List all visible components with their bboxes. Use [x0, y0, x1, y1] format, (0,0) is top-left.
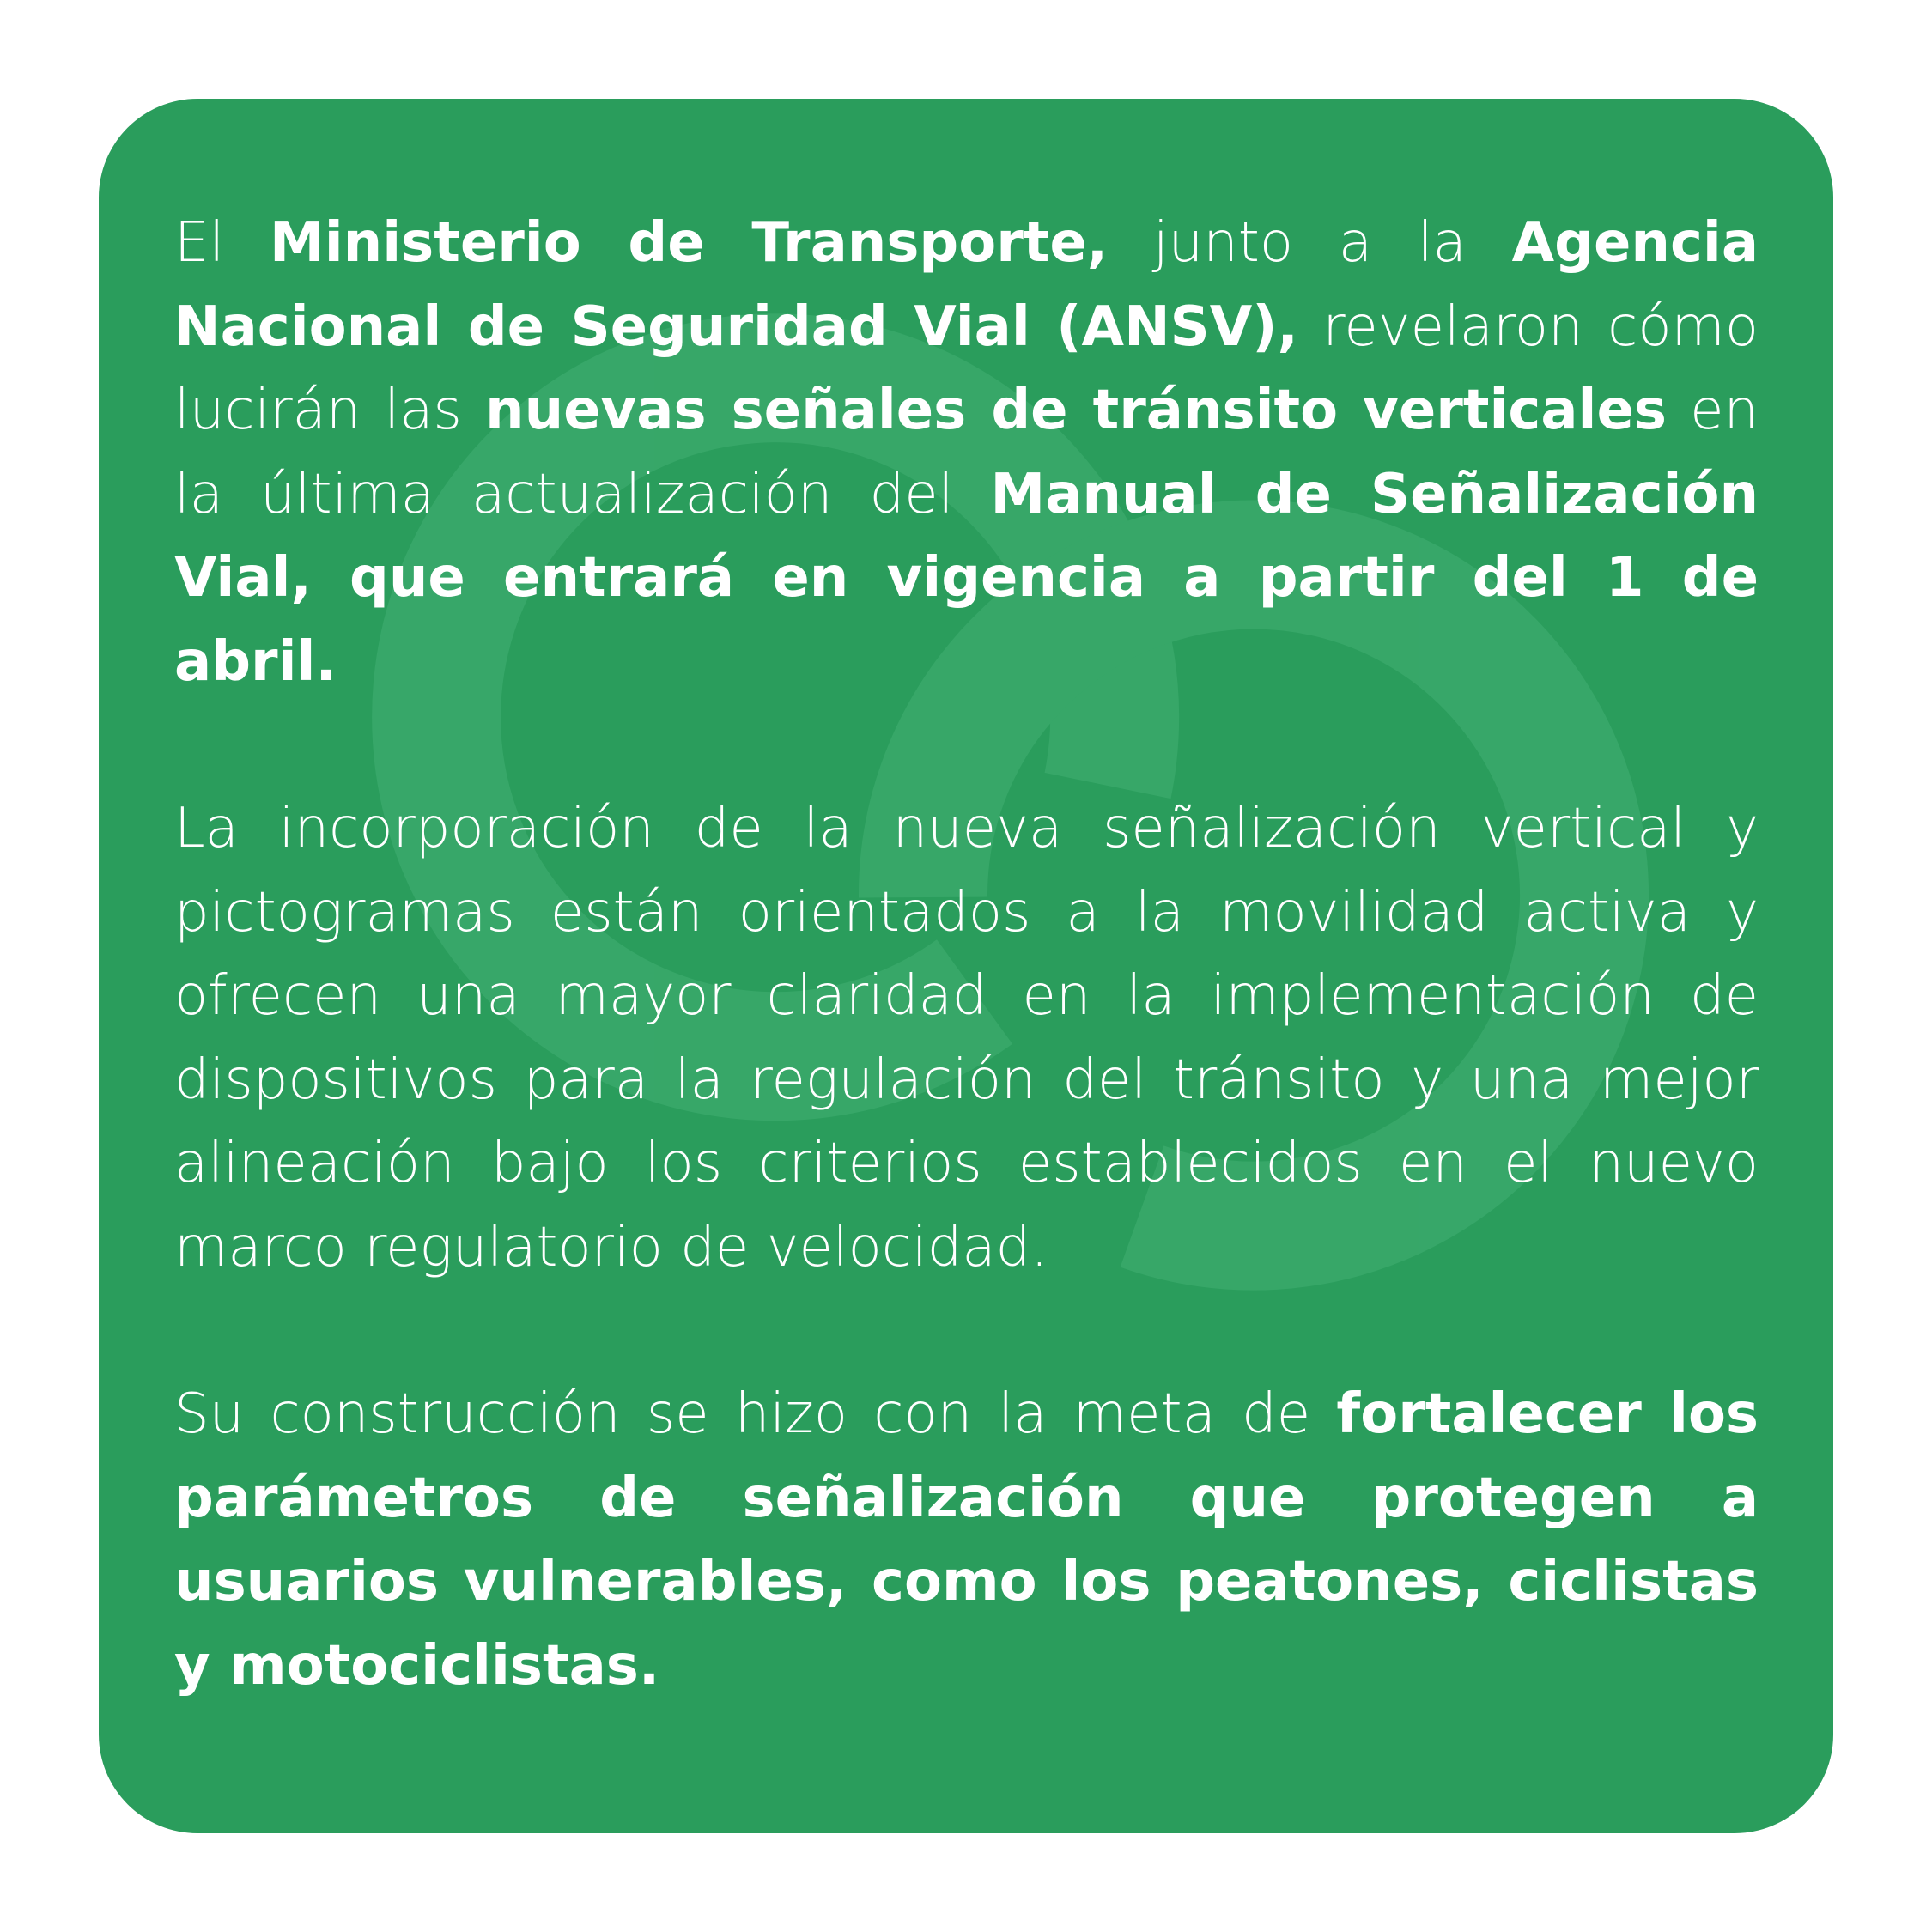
paragraph-2 [174, 787, 1759, 1290]
nuevas-senales-text: nuevas señales de tránsito verticales [485, 379, 1667, 442]
agencia-nacional-ansv: Agencia Nacional de Seguridad Vial (ANSV), [174, 211, 1759, 359]
fortalecer-parametros-text: fortalecer los parámetros de señalización que protegen a usuarios vulnerables, como los peatones, ciclistas y motociclistas. [174, 1382, 1759, 1698]
paragraph-3 [174, 1373, 1759, 1708]
text-segment: Su construcción se hizo con la meta de [174, 1382, 1337, 1446]
manual-senalizacion-text: Manual de Señalización Vial, que entrará en vigencia a partir del 1 de abril. [174, 462, 1759, 694]
ministerio-de-transporte: Ministerio de Transporte, [270, 211, 1109, 275]
text-segment: La incorporación de la nueva señalización vertical y pictogramas están orientados a la movilidad activa y ofrecen una mayor claridad en la implementación de dispositivos para la regulación del tránsito y una mejor alineación bajo los criterios establecidos en el nuevo marco regulatorio de velocidad. [174, 797, 1759, 1279]
article-body [174, 202, 1759, 1708]
info-card [99, 99, 1833, 1833]
text-segment: junto a la [1108, 211, 1512, 275]
text-segment: revelaron cómo lucirán las [174, 295, 1759, 442]
text-segment: en la última actualización del [174, 379, 1759, 526]
text-segment: El [174, 211, 270, 275]
paragraph-1 [174, 202, 1759, 704]
